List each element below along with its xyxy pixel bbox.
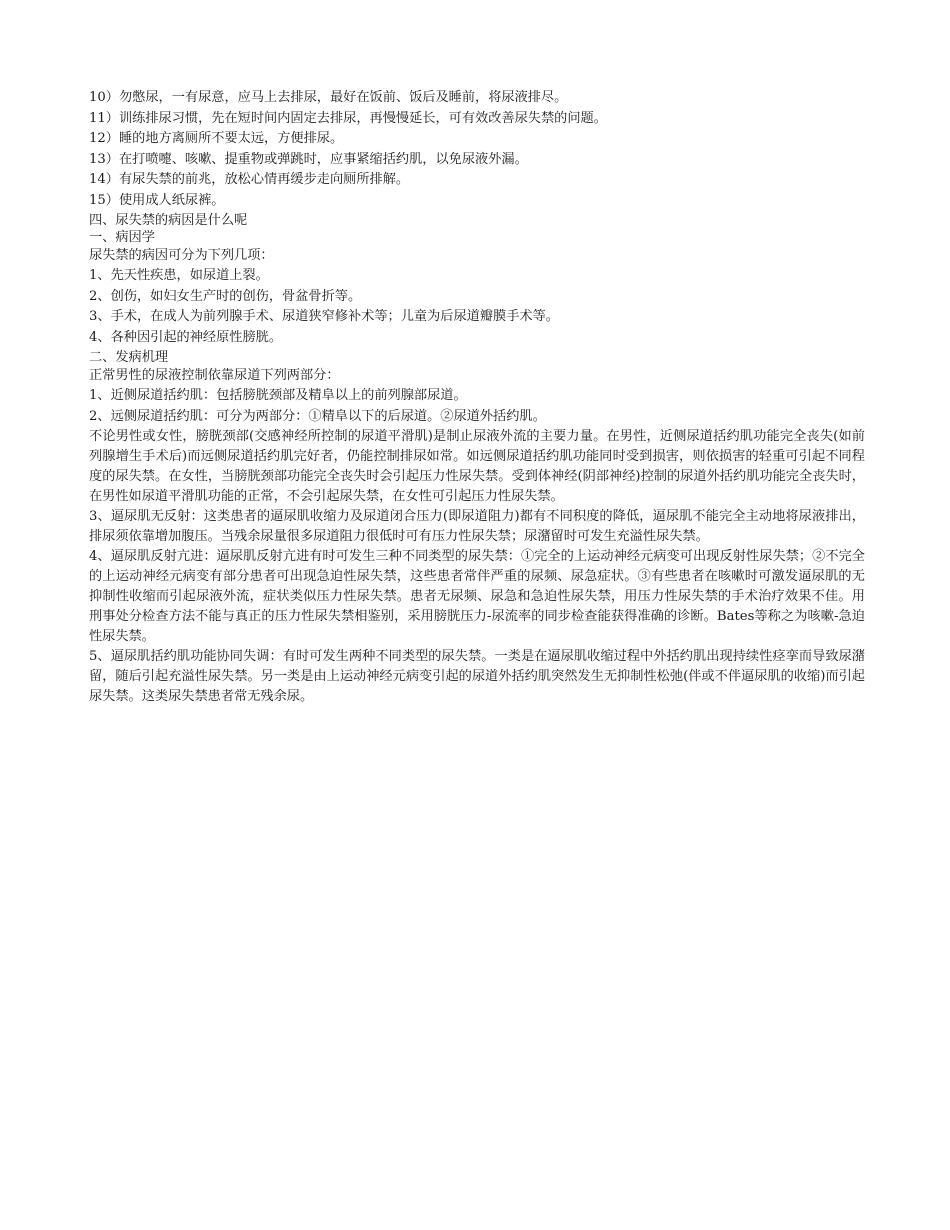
list-item: 14）有尿失禁的前兆，放松心情再缓步走向厕所排解。 <box>89 172 410 188</box>
list-item: 12）睡的地方离厕所不要太远，方便排尿。 <box>89 131 344 147</box>
list-item: 4、各种因引起的神经原性膀胱。 <box>89 329 283 345</box>
list-item: 3、手术，在成人为前列腺手术、尿道狭窄修补术等；儿童为后尿道瓣膜手术等。 <box>89 309 559 325</box>
list-item: 13）在打喷嚏、咳嗽、提重物或弹跳时，应事紧缩括约肌，以免尿液外漏。 <box>89 151 528 167</box>
mechanism-intro: 正常男性的尿液控制依靠尿道下列两部分： <box>89 367 340 383</box>
list-item: 11）训练排尿习惯，先在短时间内固定去排尿，再慢慢延长，可有效改善尿失禁的问题。 <box>89 110 607 126</box>
list-item: 1、近侧尿道括约肌：包括膀胱颈部及精阜以上的前列腺部尿道。 <box>89 388 467 404</box>
subheading-mechanism: 二、发病机理 <box>89 349 169 365</box>
list-item: 1、先天性疾患，如尿道上裂。 <box>89 268 269 284</box>
paragraph-detrusor-hyperreflexia: 4、逼尿肌反射亢进：逼尿肌反射亢进有时可发生三种不同类型的尿失禁：①完全的上运动神经元病变可出现反射性尿失禁；②不完全的上运动神经元病变有部分患者可出现急迫性尿失禁，这些患者常伴严重的尿频、尿急症状。③有些患者在咳嗽时可激发逼尿肌的无抑制性收缩而引起尿液外流，症状类似压力性尿失禁。患者无尿频、尿急和急迫性尿失禁，用压力性尿失禁的手术治疗效果不佳。用刑事处分检查方法不能与真正的压力性尿失禁相鉴别，采用膀胱压力-尿流率的同步检查能获得准确的诊断。Bates等称之为咳嗽-急迫性尿失禁。 <box>89 549 865 645</box>
list-item: 2、创伤，如妇女生产时的创伤，骨盆骨折等。 <box>89 288 362 304</box>
document-page <box>89 88 865 707</box>
list-item: 10）勿憋尿，一有尿意，应马上去排尿，最好在饭前、饭后及睡前，将尿液排尽。 <box>89 90 568 105</box>
list-item: 15）使用成人纸尿裤。 <box>89 192 225 208</box>
section-heading: 四、尿失禁的病因是什么呢 <box>89 212 248 228</box>
subheading-etiology: 一、病因学 <box>89 229 155 245</box>
paragraph-detrusor-areflexia: 3、逼尿肌无反射：这类患者的逼尿肌收缩力及尿道闭合压力(即尿道阻力)都有不同积度的降低，逼尿肌不能完全主动地将尿液排出，排尿须依靠增加腹压。当残余尿量很多尿道阻力很低时可有压力性尿失禁；尿潴留时可发生充溢性尿失禁。 <box>89 509 865 545</box>
paragraph-sphincter-function: 不论男性或女性，膀胱颈部(交感神经所控制的尿道平滑肌)是制止尿液外流的主要力量。在男性，近侧尿道括约肌功能完全丧失(如前列腺增生手术后)而远侧尿道括约肌完好者，仍能控制排尿如常。如远侧尿道括约肌功能同时受到损害，则依损害的轻重可引起不同程度的尿失禁。在女性，当膀胱颈部功能完全丧失时会引起压力性尿失禁。受到体神经(阴部神经)控制的尿道外括约肌功能完全丧失时，在男性如尿道平滑肌功能的正常，不会引起尿失禁，在女性可引起压力性尿失禁。 <box>89 429 865 505</box>
paragraph-dyssynergia: 5、逼尿肌括约肌功能协同失调：有时可发生两种不同类型的尿失禁。一类是在逼尿肌收缩过程中外括约肌出现持续性痉挛而导致尿潴留，随后引起充溢性尿失禁。另一类是由上运动神经元病变引起的尿道外括约肌突然发生无抑制性松弛(伴或不伴逼尿肌的收缩)而引起尿失禁。这类尿失禁患者常无残余尿。 <box>89 649 865 705</box>
etiology-intro: 尿失禁的病因可分为下列几项： <box>89 247 274 263</box>
list-item: 2、远侧尿道括约肌：可分为两部分：①精阜以下的后尿道。②尿道外括约肌。 <box>89 408 546 424</box>
